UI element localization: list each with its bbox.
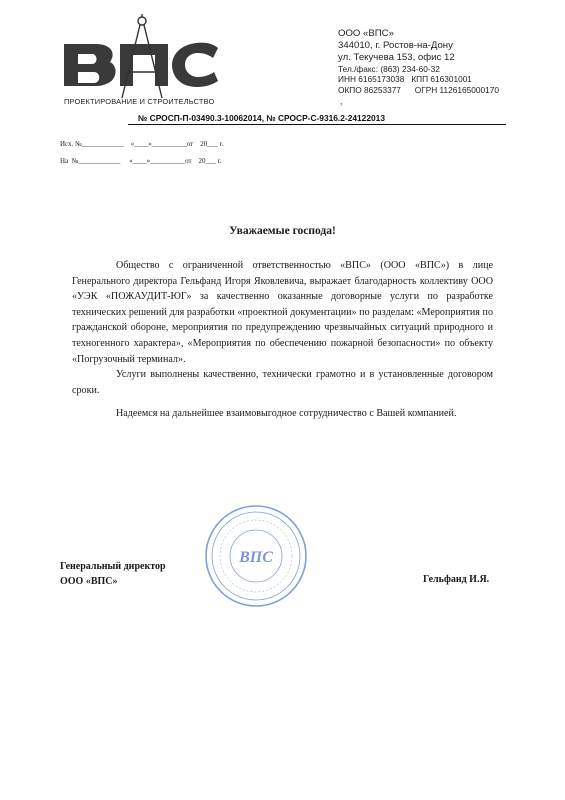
ref-incoming: На №____________ «____»__________от 20___ г. [60,157,222,165]
signatory-title [60,559,166,589]
header-rule [128,124,506,125]
stamp-center-text: ВПС [239,549,273,566]
company-info [338,28,499,95]
company-name: ООО «ВПС» [338,28,394,39]
company-stamp [204,504,308,608]
ref-outgoing: Исх. №____________ «____»__________от 20___ г. [60,140,224,148]
kpp: КПП 616301001 [411,74,472,85]
address-line-2: ул. Текучева 153, офис 12 [338,52,455,63]
letter-body [72,258,493,422]
signatory-name: Гельфанд И.Я. [423,574,490,585]
logo-subtitle: ПРОЕКТИРОВАНИЕ И СТРОИТЕЛЬСТВО [64,97,215,106]
paragraph-2: Услуги выполнены качественно, технически грамотно и в установленные договором сроки. [72,369,493,396]
paragraph-3: Надеемся на дальнейшее взаимовыгодное сотрудничество с Вашей компанией. [116,408,457,420]
okpo: ОКПО 86253377 [338,84,401,95]
signatory-company: ООО «ВПС» [60,576,118,587]
inn: ИНН 6165173038 [338,74,405,85]
paragraph-1: Общество с ограниченной ответственностью «ВПС» (ООО «ВПС») в лице Генерального директора Гельфанд Игоря Яковлевича, выражает благодарность коллективу ООО «УЭК «ПОЖАУДИТ-ЮГ» за качественно оказанные договорные услуги по разработке технических решений для разработки «проектной документации» по разделам: «Мероприятия по гражданской обороне, мероприятия по предупреждению чрезвычайных ситуаций природного и техногенного характера», «Мероприятия по обеспечению пожарной безопасности» по объекту «Погрузочный терминал». [72,260,493,365]
address-line-1: 344010, г. Ростов-на-Дону [338,40,453,51]
ogrn: ОГРН 1126165000170 [414,84,499,95]
signatory-position: Генеральный директор [60,561,166,572]
phone: Тел./факс: (863) 234-60-32 [338,64,440,74]
greeting: Уважаемые господа! [229,225,336,237]
stray-mark: , [340,96,343,107]
registration-numbers: № СРОСП-П-03490.3-10062014, № СРОСР-С-9316.2-24122013 [138,113,385,123]
